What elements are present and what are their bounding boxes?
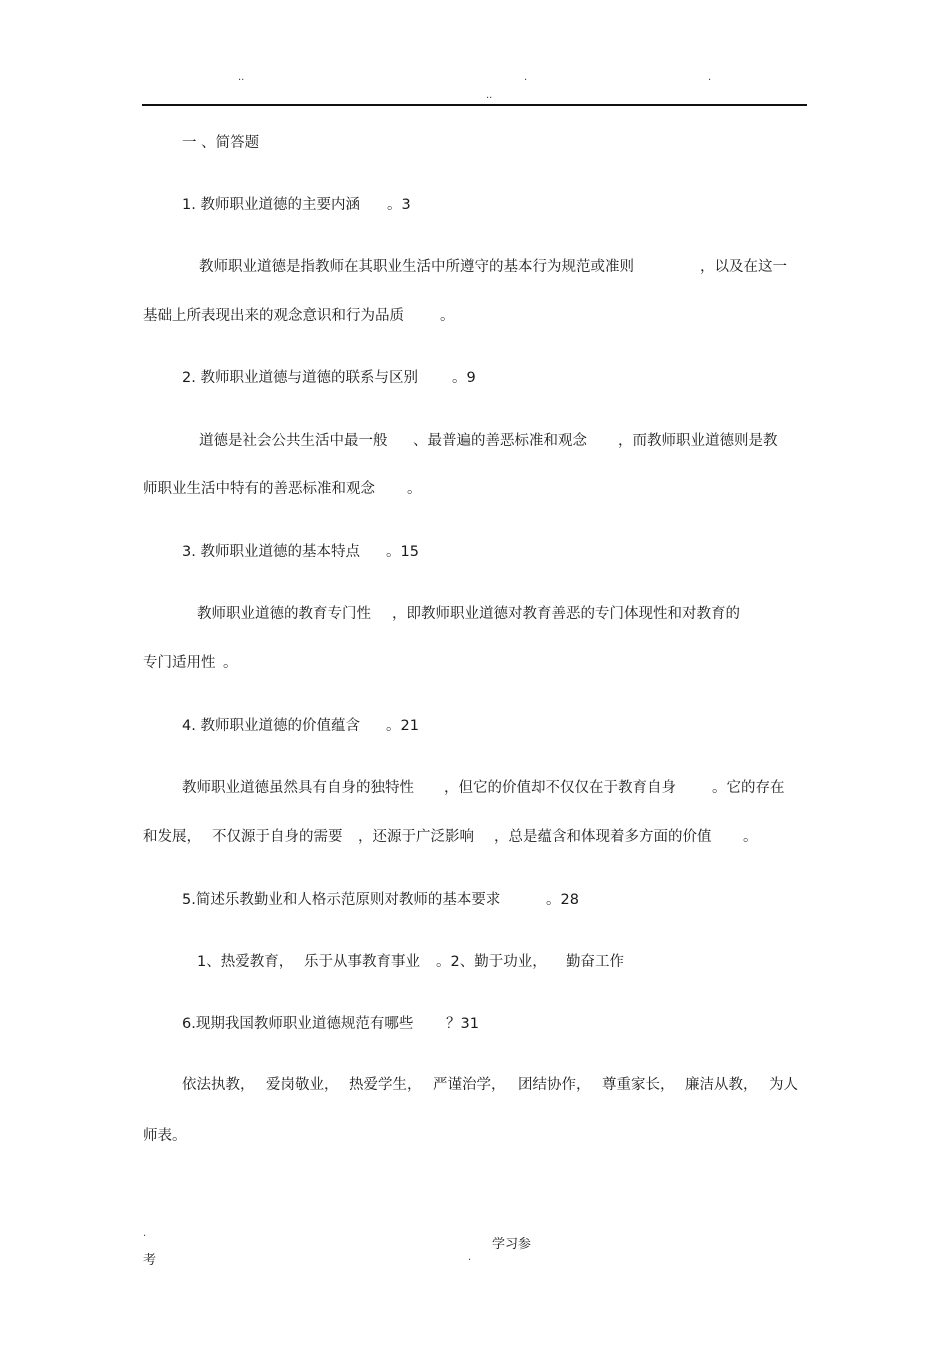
- question-1: 1. 教师职业道德的主要内涵: [182, 197, 360, 213]
- answer-4-line1: 教师职业道德虽然具有自身的独特性: [182, 780, 414, 796]
- header-dot-mid: .: [524, 72, 528, 83]
- answer-3-line1: 教师职业道德的教育专门性: [197, 606, 371, 622]
- answer-5-a: 1、热爱教育，: [197, 954, 294, 970]
- answer-1-line2: 基础上所表现出来的观念意识和行为品质: [143, 308, 404, 324]
- question-3: 3. 教师职业道德的基本特点: [182, 544, 360, 560]
- answer-5-b: 乐于从事教育事业: [304, 954, 420, 970]
- answer-5-c: 。2、勤于功业，: [436, 954, 547, 970]
- question-5: 5.简述乐教勤业和人格示范原则对教师的基本要求: [182, 892, 501, 908]
- footer-label-wrap: 考: [143, 1253, 157, 1268]
- answer-3-line2-end: 。: [223, 655, 238, 671]
- answer-5-d: 勤奋工作: [566, 954, 624, 970]
- header-dots-under: ..: [486, 90, 493, 101]
- answer-6-a: 依法执教，: [182, 1077, 255, 1093]
- question-4-page: 。21: [386, 718, 419, 734]
- answer-4-line1-c: 。它的存在: [712, 780, 785, 796]
- answer-6-e: 团结协作，: [518, 1077, 591, 1093]
- header-dot-right: .: [708, 72, 712, 83]
- footer-label: 学习参: [492, 1237, 532, 1252]
- question-2-page: 。9: [452, 370, 476, 386]
- answer-4-line2-c: ，还源于广泛影响: [358, 829, 474, 845]
- answer-2-line1: 道德是社会公共生活中最一般: [199, 433, 388, 449]
- answer-2-line1-b: 、最普遍的善恶标准和观念: [413, 433, 587, 449]
- answer-4-line2: 和发展，: [143, 829, 201, 845]
- header-dots-left: ..: [238, 72, 245, 83]
- answer-4-line1-b: ，但它的价值却不仅仅在于教育自身: [444, 780, 676, 796]
- footer-dot-left: .: [143, 1228, 147, 1239]
- answer-6-h: 为人: [769, 1077, 798, 1093]
- question-6: 6.现期我国教师职业道德规范有哪些: [182, 1016, 414, 1032]
- answer-6-g: 廉洁从教，: [685, 1077, 758, 1093]
- question-1-page: 。3: [387, 197, 411, 213]
- answer-1-line2-end: 。: [440, 308, 455, 324]
- answer-6-line2: 师表。: [143, 1128, 187, 1144]
- answer-4-line2-end: 。: [743, 829, 758, 845]
- answer-6-d: 严谨治学，: [433, 1077, 506, 1093]
- footer-dot-right: .: [468, 1252, 472, 1263]
- question-6-page: ？31: [446, 1016, 479, 1032]
- answer-3-line1-b: ，即教师职业道德对教育善恶的专门体现性和对教育的: [392, 606, 740, 622]
- answer-6-f: 尊重家长，: [602, 1077, 675, 1093]
- answer-2-line2-end: 。: [407, 481, 422, 497]
- answer-4-line2-d: ，总是蕴含和体现着多方面的价值: [494, 829, 712, 845]
- answer-3-line2: 专门适用性: [143, 655, 216, 671]
- section-title: 一 、简答题: [182, 135, 260, 151]
- answer-4-line2-b: 不仅源于自身的需要: [212, 829, 343, 845]
- question-4: 4. 教师职业道德的价值蕴含: [182, 718, 360, 734]
- question-3-page: 。15: [386, 544, 419, 560]
- answer-6-b: 爱岗敬业，: [266, 1077, 339, 1093]
- answer-6-c: 热爱学生，: [349, 1077, 422, 1093]
- answer-1-line1: 教师职业道德是指教师在其职业生活中所遵守的基本行为规范或准则: [199, 259, 634, 275]
- question-5-page: 。28: [546, 892, 579, 908]
- answer-2-line2: 师职业生活中特有的善恶标准和观念: [143, 481, 375, 497]
- header-rule: [142, 104, 807, 106]
- answer-1-line1-cont: ，以及在这一: [700, 259, 787, 275]
- answer-2-line1-c: ，而教师职业道德则是教: [618, 433, 778, 449]
- question-2: 2. 教师职业道德与道德的联系与区别: [182, 370, 418, 386]
